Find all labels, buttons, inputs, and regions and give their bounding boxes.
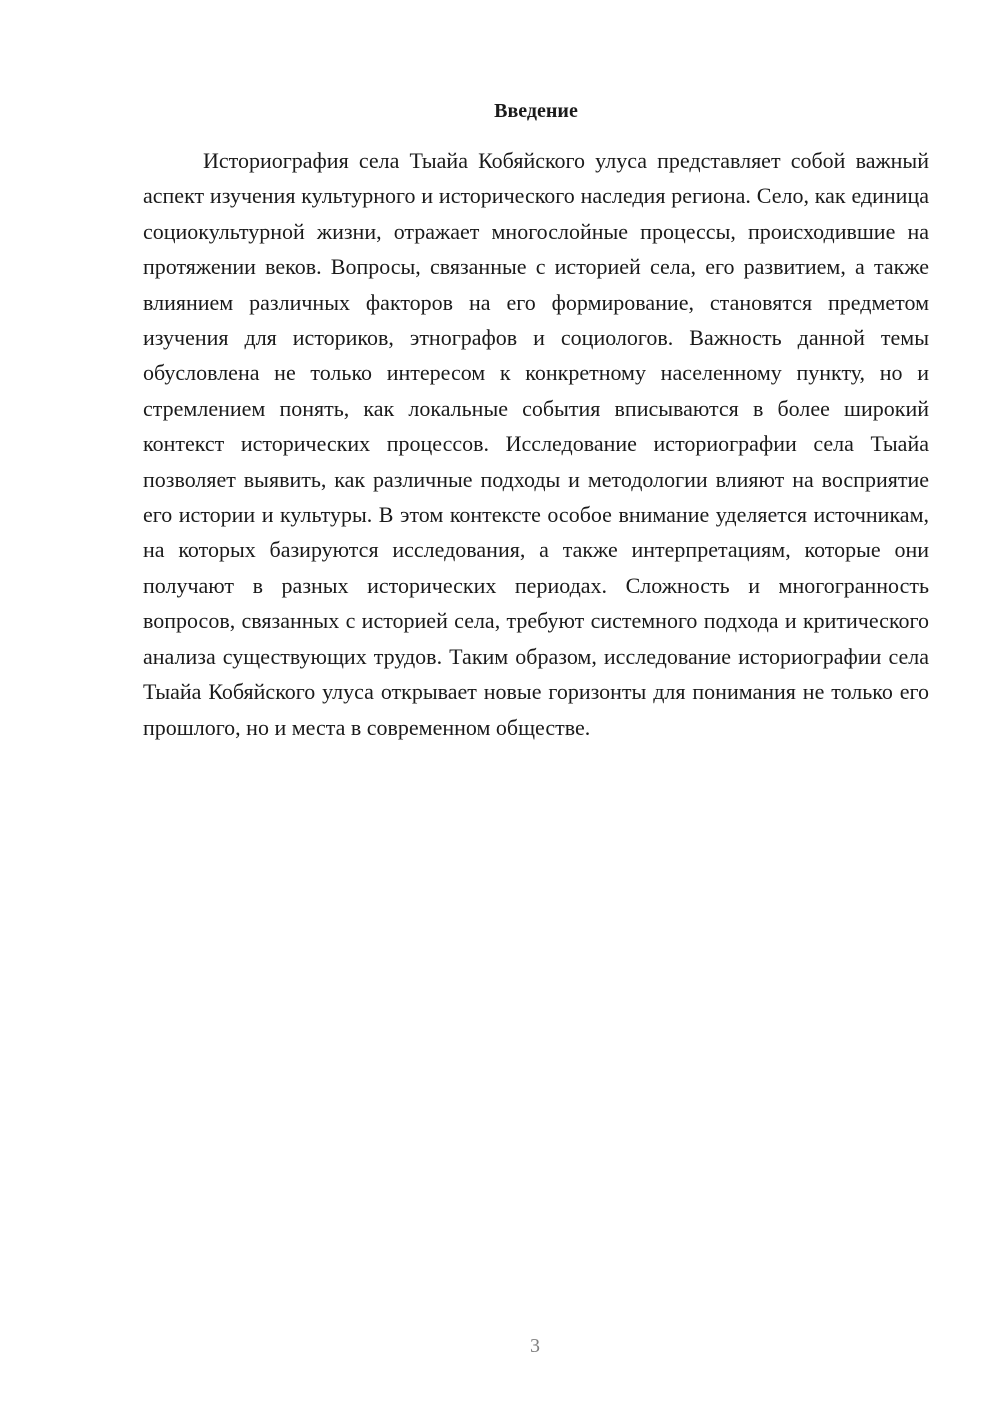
section-heading: Введение [494,100,578,122]
body-paragraph: Историография села Тыайа Кобяйского улуса представляет собой важный аспект изучения культурного и исторического наследия региона. Село, как единица социокультурной жизни, отражает многослойные процессы, происходившие на протяжении веков. Вопросы, связанные с историей села, его развитием, а также влиянием различных факторов на его формирование, становятся предметом изучения для историков, этнографов и социологов. Важность данной темы обусловлена не только интересом к конкретному населенному пункту, но и стремлением понять, как локальные события вписываются в более широкий контекст исторических процессов. Исследование историографии села Тыайа позволяет выявить, как различные подходы и методологии влияют на восприятие его истории и культуры. В этом контексте особое внимание уделяется источникам, на которых базируются исследования, а также интерпретациям, которые они получают в разных исторических периодах. Сложность и многогранность вопросов, связанных с историей села, требуют системного подхода и критического анализа существующих трудов. Таким образом, исследование историографии села Тыайа Кобяйского улуса открывает новые горизонты для понимания не только его прошлого, но и места в современном обществе. [143,148,929,740]
page-number: 3 [530,1335,540,1357]
